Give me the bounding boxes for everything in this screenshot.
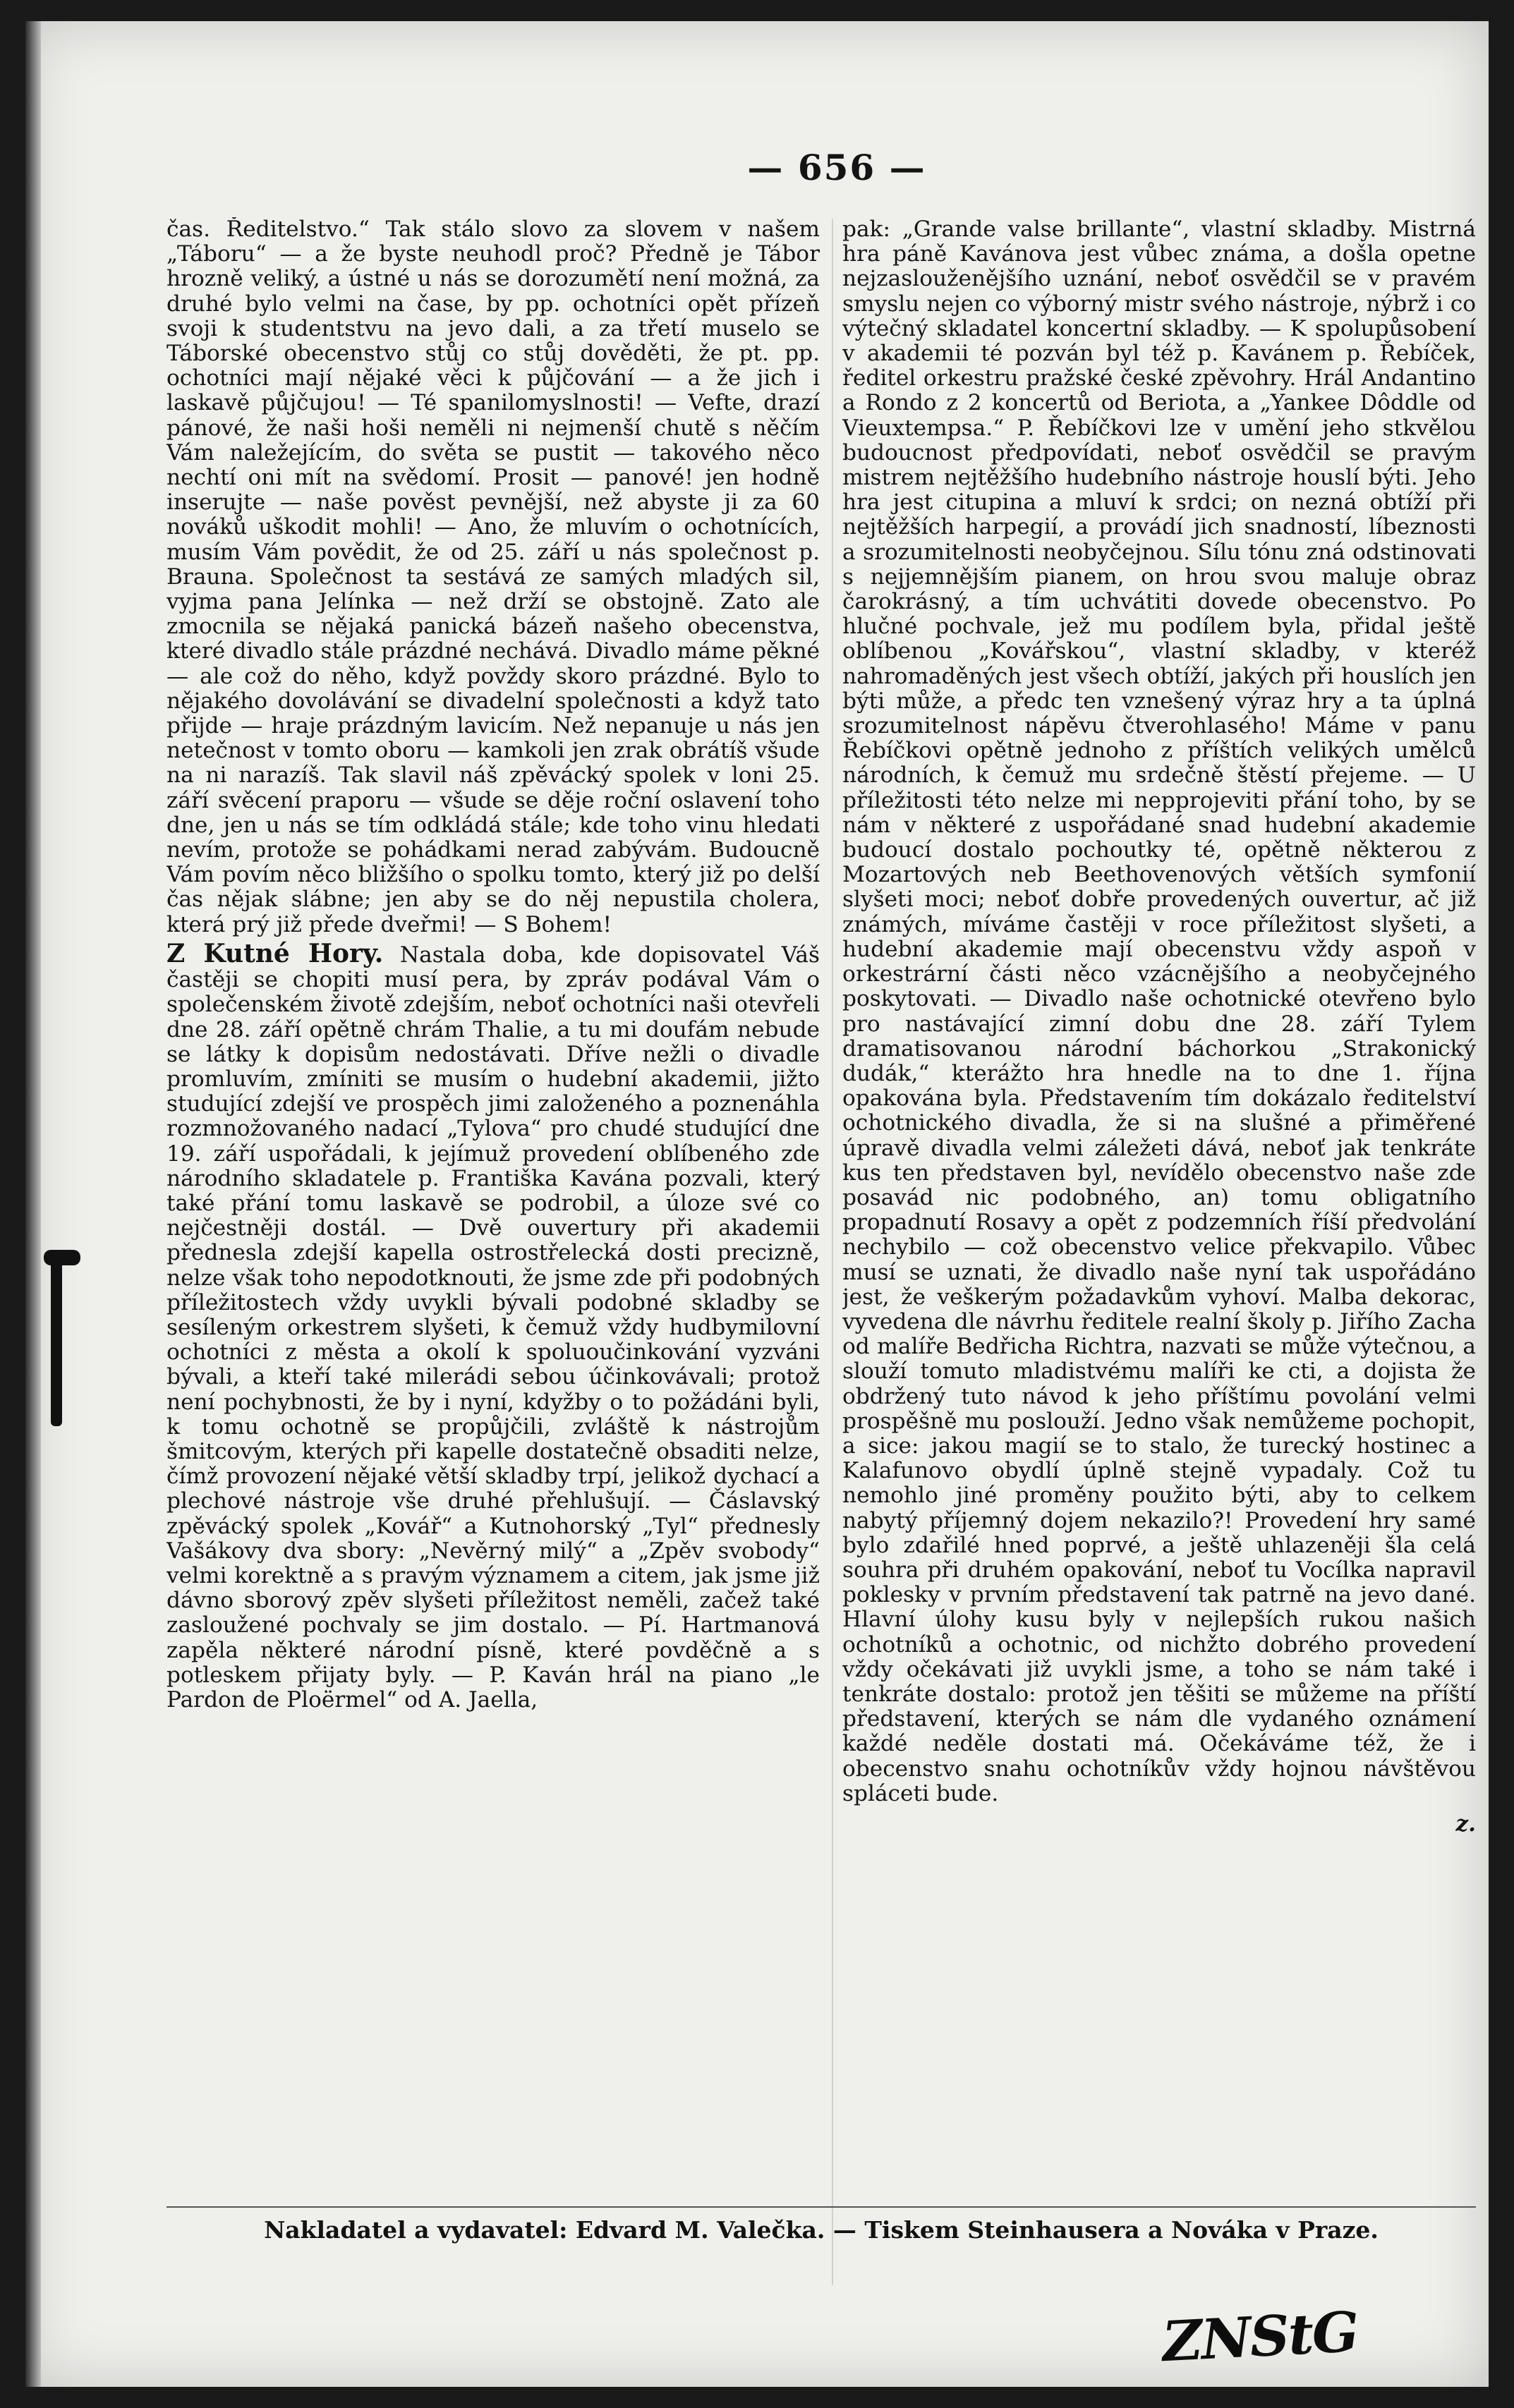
- left-paragraph-kutna-hora: [166, 938, 820, 1713]
- left-paragraph-tabor: čas. Ředitelstvo.“ Tak stálo slovo za slovem v našem „Táboru“ — a že byste neuhodl proč? Předně je Tábor hrozně veliký, a ústné u nás se dorozumětí není možná, za druhé bylo velmi na čase, by pp. ochotníci opět přízeň svoji k studentstvu na jevo dali, a za třetí muselo se Táborské obecenstvo stůj co stůj dověděti, že pt. pp. ochotníci mají nějaké věci k půjčování — a že jich i laskavě půjčujou! — Té spanilomyslnosti! — Vefte, drazí pánové, že naši hoši neměli ni nejmenší chutě s něčím Vám naležejícím, do světa se pustit — takového něco nechtí oni mít na svědomí. Prosit — panové! jen hodně inserujte — naše pověst pevnější, než abyste ji za 60 nováků uškodit mohli! — Ano, že mluvím o ochotnících, musím Vám povědit, že od 25. září u nás společnost p. Brauna. Společnost ta sestává ze samých mladých sil, vyjma pana Jelínka — než drží se obstojně. Zato ale zmocnila se nějaká panická bázeň našeho obecenstva, které divadlo stále prázdné nechává. Divadlo máme pěkné — ale což do něho, když povždy skoro prázdné. Bylo to nějakého dovolávání se divadelní společnosti a když tato přijde — hraje prázdným lavicím. Než nepanuje u nás jen netečnost v tomto oboru — kamkoli jen zrak obrátíš všude na ni narazíš. Tak slavil náš zpěvácký spolek v loni 25. září svěcení praporu — všude se děje roční oslavení toho dne, jen u nás se tím odkládá stále; kde toho vinu hledati nevím, protože se pohádkami nerad zabývám. Budoucně Vám povím něco bližšího o spolku tomto, který již po delší čas nějak slábne; jen aby se do něj nepustila cholera, která prý již přede dveřmi! — S Bohem!: [166, 217, 820, 937]
- right-column: [842, 217, 1476, 2305]
- left-paragraph-kutna-hora-text: Nastala doba, kde dopisovatel Váš častěji se chopiti musí pera, by zpráv podával Vám o společenském životě zdejším, neboť ochotníci naši otevřeli dne 28. září opětně chrám Thalie, a tu mi doufám nebude se látky k dopisům nedostávati. Dříve nežli o divadle promluvím, zmíniti se musím o hudební akademii, jižto studující zdejší ve prospěch jimi založeného a poznenáhla rozmnožovaného nadací „Tylova“ pro chudé studující dne 19. září uspořádali, k jejímuž provedení oblíbeného zde národního skladatele p. Františka Kavána pozvali, který také přání tomu laskavě se podrobil, a úloze své co nejčestněji dostál. — Dvě ouvertury při akademii přednesla zdejší kapella ostrostřelecká dosti precizně, nelze však toho nepodotknouti, že jsme zde při podobných příležitostech vždy uvykli bývali podobné skladby se sesíleným orkestrem slyšeti, k čemuž vždy hudbymilovní ochotníci z města a okolí k spoluoučinkování vyzváni bývali, a kteří také milerádi sebou účinkovávali; protož není pochybnosti, že by i nyní, kdyžby o to požádáni byli, k tomu ochotně se propůjčili, zvláště k nástrojům šmitcovým, kterých při kapelle dostatečně obsaditi nelze, čímž provození nějaké větší skladby trpí, jelikož dychací a plechové nástroje vše druhé přehlušují. — Čáslavský zpěvácký spolek „Kovář“ a Kutnohorský „Tyl“ přednesly Vašákovy dva sbory: „Nevěrný milý“ a „Zpěv svobody“ velmi korektně a s pravým významem a citem, jak jsme již dávno sborový zpěv slyšeti příležitost neměli, začež také zasloužené pochvaly se jim dostalo. — Pí. Hartmanová zapěla některé národní písně, které povděčně a s potleskem přijaty byly. — P. Kaván hrál na piano „le Pardon de Ploërmel“ od A. Jaella,: [166, 942, 820, 1713]
- imprint-footer: Nakladatel a vydavatel: Edvard M. Valečka. — Tiskem Steinhausera a Nováka v Praze.: [166, 2206, 1476, 2244]
- column-divider: [832, 219, 833, 2285]
- page-number: — 656 —: [747, 147, 926, 188]
- section-heading-kutna-hora: Z Kutné Hory.: [166, 938, 384, 968]
- newspaper-page: [25, 21, 1489, 2387]
- left-column: [166, 217, 820, 2305]
- library-stamp: ZNStG: [1161, 2299, 1359, 2374]
- author-signature: z.: [1455, 1811, 1476, 1837]
- ink-mark: [51, 1250, 62, 1426]
- right-paragraph: pak: „Grande valse brillante“, vlastní skladby. Mistrná hra páně Kavánova jest vůbec známa, a došla opetne nejzaslouženějšího uznání, neboť osvědčil se v pravém smyslu nejen co výborný mistr svého nástroje, nýbrž i co výtečný skladatel koncertní skladby. — K spolupůsobení v akademii té pozván byl též p. Kavánem p. Řebíček, ředitel orkestru pražské české zpěvohry. Hrál Andantino a Rondo z 2 koncertů od Beriota, a „Yankee Dôddle od Vieuxtempsa.“ P. Řebíčkovi lze v umění jeho stkvělou budoucnost předpovídati, neboť osvědčil se pravým mistrem nejtěžšího hudebního nástroje houslí býti. Jeho hra jest citupina a mluví k srdci; on nezná obtíží při nejtěžších harpegií, a provádí jich snadností, líbeznosti a srozumitelnosti neobyčejnou. Sílu tónu zná odstinovati s nejjemnějším pianem, on hrou svou maluje obraz čarokrásný, a tím uchvátiti dovede obecenstvo. Po hlučné pochvale, jež mu podílem byla, přidal ještě oblíbenou „Kovářskou“, vlastní skladby, v kteréž nahromaděných jest všech obtíží, jakých při houslích jen býti může, a předc ten vznešený výraz hry a ta úplná srozumitelnost nápěvu čtverohlasého! Máme v panu Řebíčkovi opětně jednoho z příštích velikých umělců národních, k čemuž mu srdečně štěstí přejeme. — U příležitosti této nelze mi nepprojeviti přání toho, by se nám v některé z uspořádané snad hudební akademie budoucí dostalo pochoutky té, opětně některou z Mozartových neb Beethovenových větších symfonií slyšeti moci; neboť dobře provedených ouvertur, ač již známých, míváme častěji v roce příležitost slyšeti, a hudební akademie mají obecenstvu vždy aspoň v orkestrární části něco vzácnějšího a neobyčejného poskytovati. — Divadlo naše ochotnické otevřeno bylo pro nastávající zimní dobu dne 28. září Tylem dramatisovanou národní báchorkou „Strakonický dudák,“ kterážto hra hnedle na to dne 1. října opakována byla. Představením tím dokázalo ředitelství ochotnického divadla, že si na slušné a přiměřené úpravě divadla velmi záležeti dává, neboť jak tenkráte kus ten představen byl, nevídělo obecenstvo naše zde posavád nic podobného, an) tomu obligatního propadnutí Rosavy a opět z podzemních říší předvolání nechybilo — což obecenstvo velice překvapilo. Vůbec musí se uznati, že divadlo naše nyní tak uspořádáno jest, že veškerým požadavkům vyhoví. Malba dekorac, vyvedena dle návrhu ředitele realní školy p. Jiřího Zacha od malíře Bedřicha Richtra, nazvati se může výtečnou, a slouží tomuto mladistvému malíři ke cti, a dojista že obdržený tuto návod k jeho příštímu povolání velmi prospěšně mu poslouží. Jedno však nemůžeme pochopit, a sice: jakou magií se to stalo, že turecký hostinec a Kalafunovo obydlí úplně stejně vypadaly. Což tu nemohlo jiné proměny použito býti, aby to celkem nabytý příjemný dojem nekazilo?! Provedení hry samé bylo zdařilé hned poprvé, a ještě uhlazeněji šla celá souhra při druhém opakování, neboť tu Vocílka napravil poklesky v prvním představení tak patrně na jevo dané. Hlavní úlohy kusu byly v nejlepších rukou našich ochotníků a ochotnic, od nichžto dobrého provedení vždy očekávati již uvykli jsme, a toho se nám také i tenkráte dostalo: protož jen těšiti se můžeme na příští představení, kterých se nám dle vydaného oznámení každé neděle dostati má. Očekáváme též, že i obecenstvo snahu ochotníkův vždy hojnou návštěvou spláceti bude.: [842, 217, 1476, 1806]
- binding-gutter: [25, 21, 41, 2387]
